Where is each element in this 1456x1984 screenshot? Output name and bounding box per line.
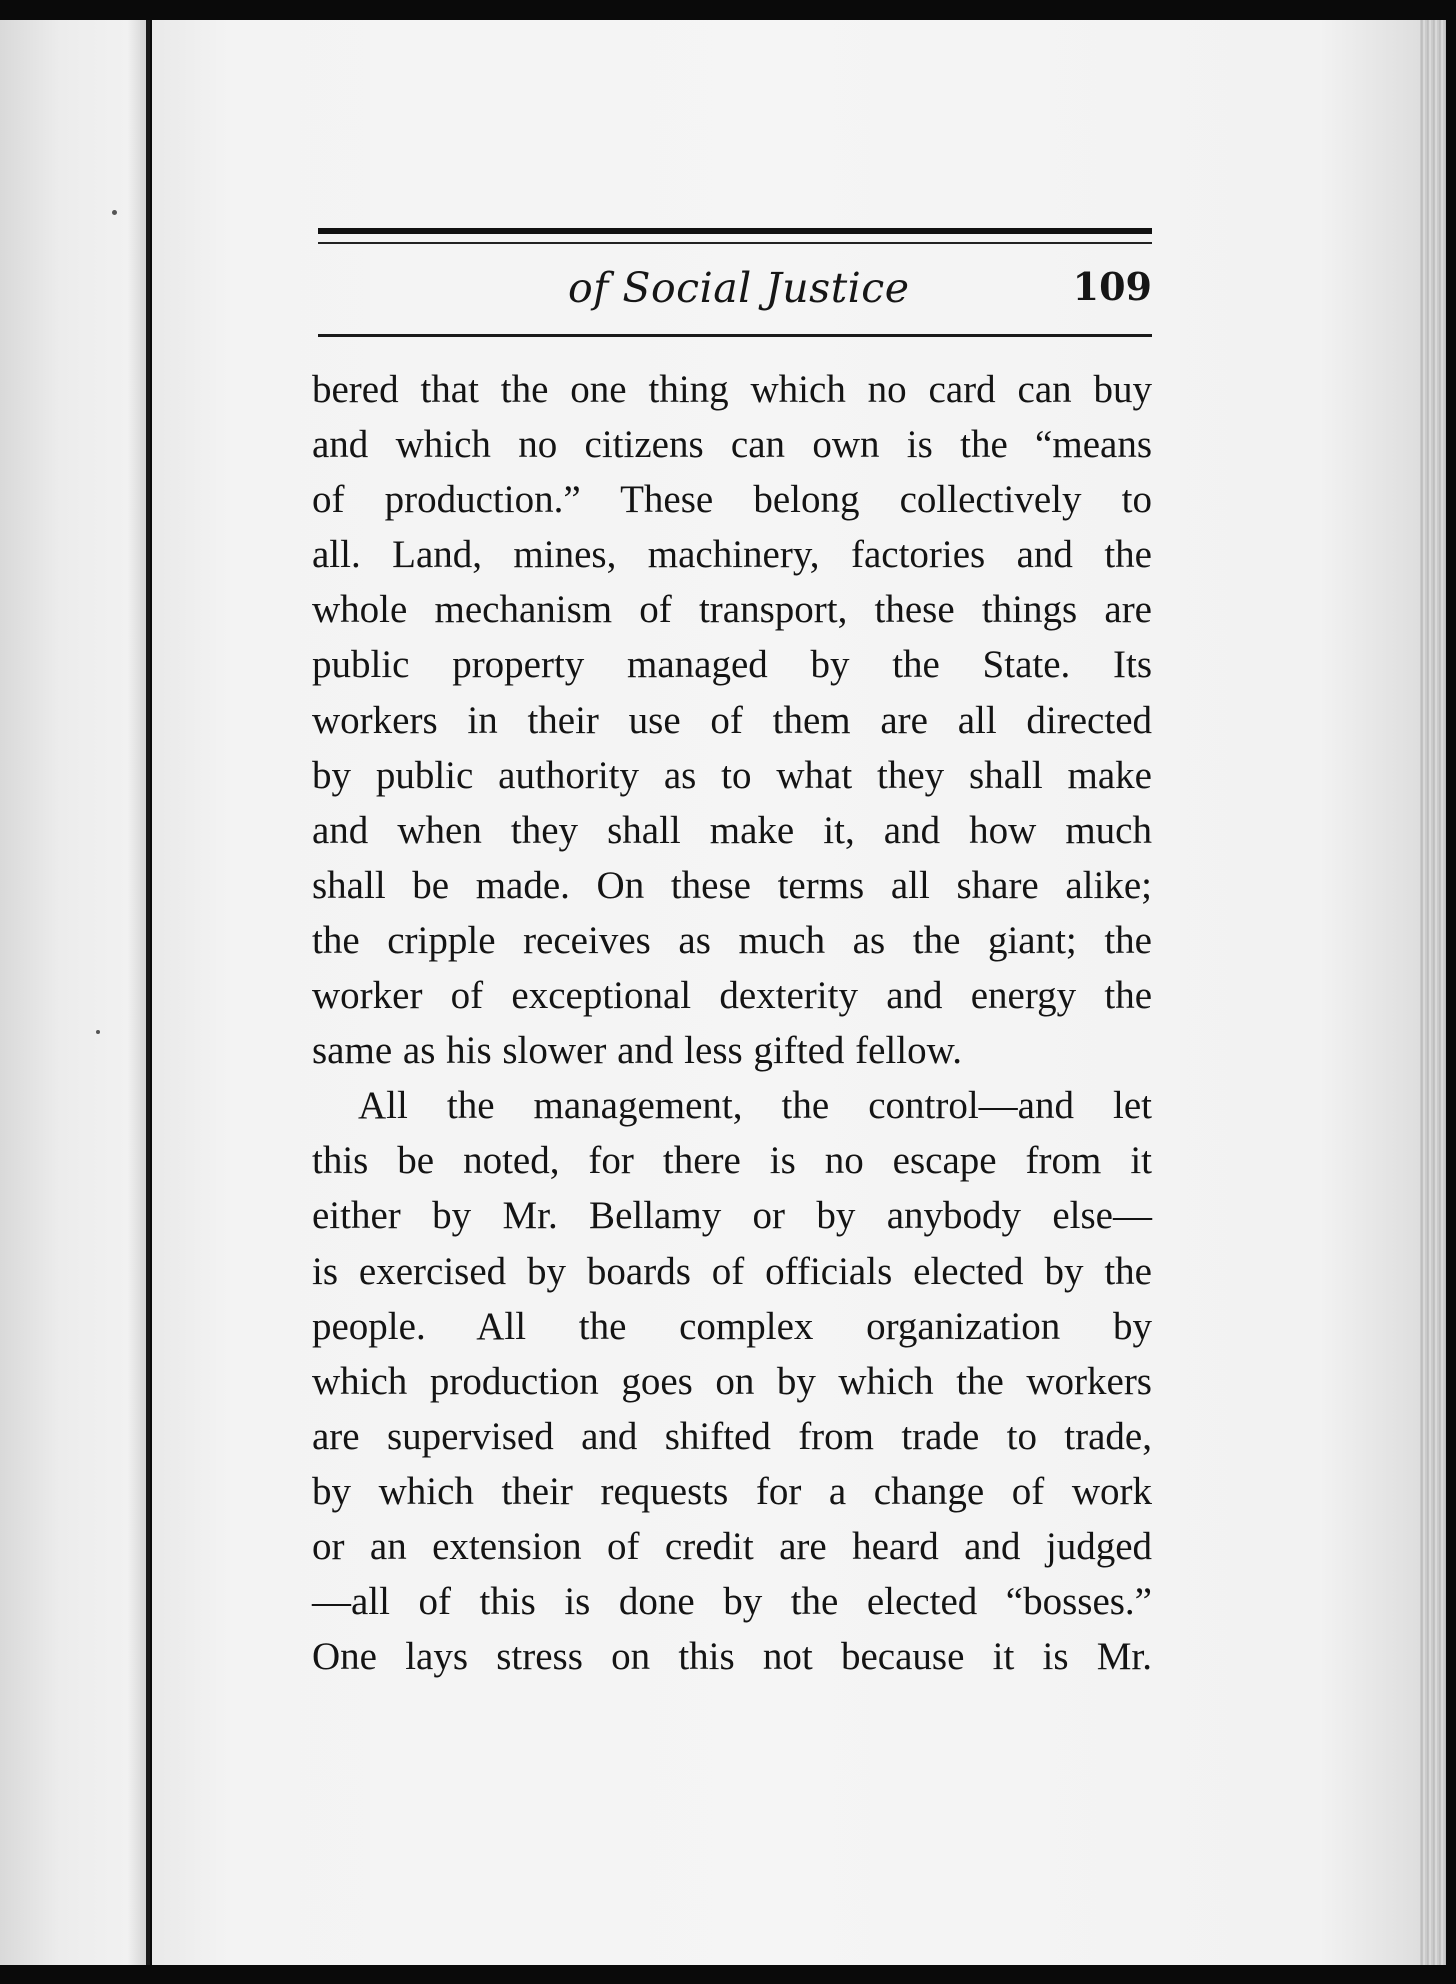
left-page-edge xyxy=(0,20,150,1965)
header-rule-thin xyxy=(318,242,1152,244)
dust-speck xyxy=(96,1030,100,1034)
text-line: bered that the one thing which no card can buy xyxy=(312,368,1152,411)
text-line: same as his slower and less gifted fellow. xyxy=(312,1029,962,1073)
body-text xyxy=(312,362,1152,1684)
text-line: shall be made. On these terms all share alike; xyxy=(312,863,1152,907)
text-line: —all of this is done by the elected “bosses.” xyxy=(312,1580,1152,1624)
text-line: people. All the complex organization by xyxy=(312,1304,1152,1348)
text-line: public property managed by the State. Its xyxy=(312,643,1152,687)
dust-speck xyxy=(112,210,117,215)
gutter-line xyxy=(146,20,150,1965)
text-line: or an extension of credit are heard and judged xyxy=(312,1524,1152,1568)
running-head xyxy=(318,262,1152,322)
text-line: One lays stress on this not because it is Mr. xyxy=(312,1635,1152,1679)
text-line: by public authority as to what they shall make xyxy=(312,753,1152,797)
text-line: all. Land, mines, machinery, factories and the xyxy=(312,533,1152,577)
page-number: 109 xyxy=(1072,264,1152,309)
text-line: by which their requests for a change of work xyxy=(312,1469,1152,1513)
text-line: workers in their use of them are all directed xyxy=(312,698,1152,742)
text-line: worker of exceptional dexterity and energy the xyxy=(312,974,1152,1018)
text-line: are supervised and shifted from trade to trade, xyxy=(312,1414,1152,1458)
running-title: of Social Justice xyxy=(568,264,910,312)
text-line: and when they shall make it, and how much xyxy=(312,808,1152,852)
text-line: which production goes on by which the workers xyxy=(312,1359,1152,1403)
text-line: All the management, the control—and let xyxy=(358,1084,1152,1128)
page-fore-edge xyxy=(1420,20,1446,1965)
header-rule-thick xyxy=(318,228,1152,234)
text-line: either by Mr. Bellamy or by anybody else— xyxy=(312,1194,1152,1238)
text-line: the cripple receives as much as the giant; the xyxy=(312,918,1152,962)
text-line: of production.” These belong collectively to xyxy=(312,478,1152,522)
header-rule-bottom xyxy=(318,334,1152,337)
text-line: this be noted, for there is no escape from it xyxy=(312,1139,1152,1183)
text-line: and which no citizens can own is the “means xyxy=(312,423,1152,467)
text-line: whole mechanism of transport, these things are xyxy=(312,588,1152,632)
text-line: is exercised by boards of officials elected by the xyxy=(312,1249,1152,1293)
